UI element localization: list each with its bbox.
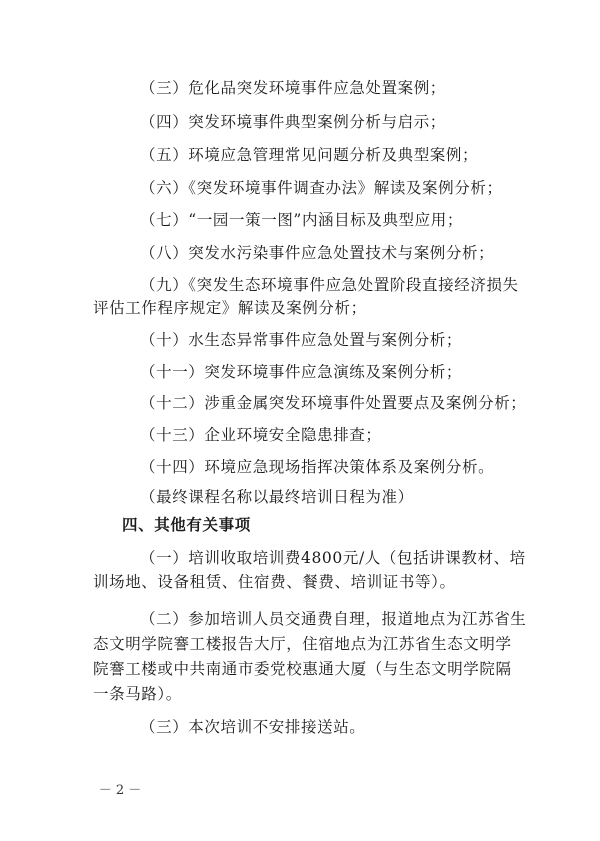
transport-line-1: （二）参加培训人员交通费自理，报道地点为江苏省生 bbox=[140, 610, 527, 628]
course-item-9-continuation: 评估工作程序规定》解读及案例分析； bbox=[93, 299, 367, 317]
course-item-13: （十三）企业环境安全隐患排查； bbox=[140, 426, 382, 444]
course-item-14: （十四）环境应急现场指挥决策体系及案例分析。 bbox=[140, 458, 495, 476]
course-item-5: （五）环境应急管理常见问题分析及典型案例； bbox=[140, 146, 479, 164]
fee-line-1: （一）培训收取培训费4800元/人（包括讲课教材、培 bbox=[140, 549, 526, 567]
transport-line-3: 院謇工楼或中共南通市委党校惠通大厦（与生态文明学院隔 bbox=[93, 660, 512, 678]
course-item-11: （十一）突发环境事件应急演练及案例分析； bbox=[140, 363, 463, 381]
course-item-9: （九）《突发生态环境事件应急处置阶段直接经济损失 bbox=[140, 276, 519, 294]
transport-line-4: 一条马路）。 bbox=[93, 685, 182, 703]
course-item-10: （十）水生态异常事件应急处置与案例分析； bbox=[140, 331, 463, 349]
transport-line-2: 态文明学院謇工楼报告大厅，住宿地点为江苏省生态文明学 bbox=[93, 635, 512, 653]
course-item-7: （七）“一园一策一图”内涵目标及典型应用； bbox=[140, 211, 463, 229]
section-four-heading: 四、其他有关事项 bbox=[122, 516, 251, 534]
course-note: （最终课程名称以最终培训日程为准） bbox=[140, 488, 414, 506]
pickup-line: （三）本次培训不安排接送站。 bbox=[140, 718, 366, 736]
course-item-4: （四）突发环境事件典型案例分析与启示； bbox=[140, 113, 446, 131]
course-item-8: （八）突发水污染事件应急处置技术与案例分析； bbox=[140, 244, 495, 262]
fee-line-2: 训场地、设备租赁、住宿费、餐费、培训证书等）。 bbox=[93, 573, 456, 591]
course-item-3: （三）危化品突发环境事件应急处置案例； bbox=[140, 79, 446, 97]
page-number: － 2 － bbox=[98, 783, 142, 798]
course-item-12: （十二）涉重金属突发环境事件处置要点及案例分析； bbox=[140, 394, 527, 412]
course-item-6: （六）《突发环境事件调查办法》解读及案例分析； bbox=[140, 179, 503, 197]
